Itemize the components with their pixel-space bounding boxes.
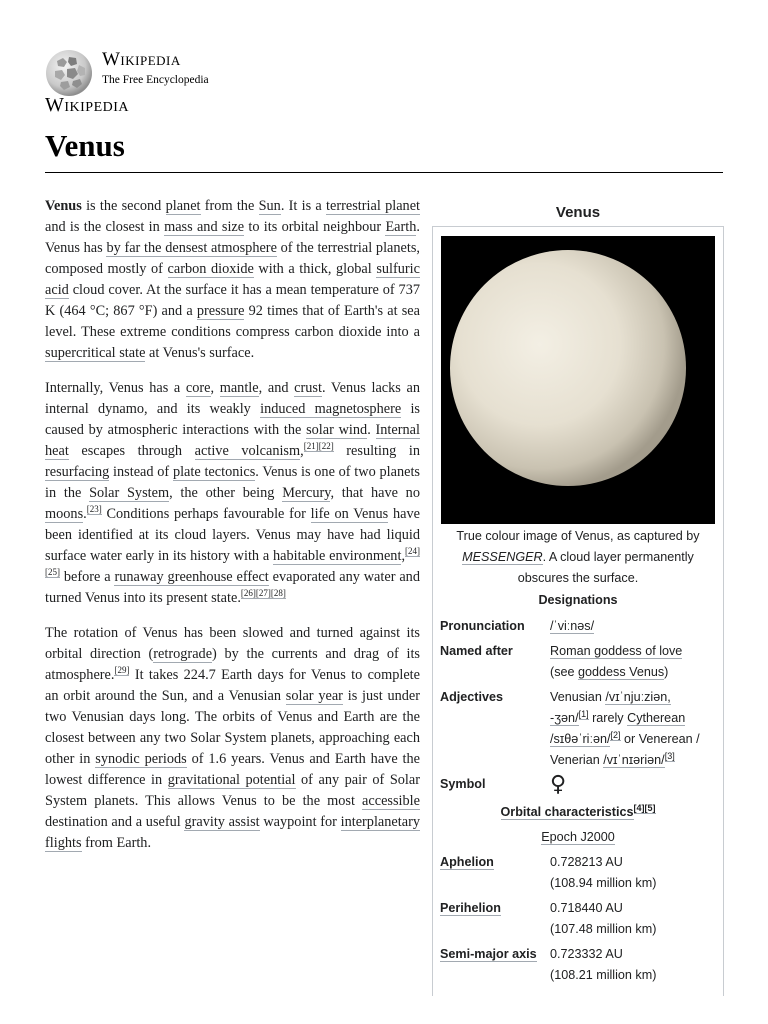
text-span: destination and a useful xyxy=(45,814,185,830)
text-span: from Earth. xyxy=(81,835,152,851)
text-span: of any pair of Solar System planets. This allows Venus to be the most xyxy=(45,772,420,809)
aphelion-value: 0.728213 AU xyxy=(550,855,623,869)
text-span: waypoint for xyxy=(259,814,341,830)
link-gravitational-potential[interactable]: gravitational potential xyxy=(167,772,296,788)
citation-2[interactable]: [2] xyxy=(610,729,621,740)
citation-3[interactable]: [3] xyxy=(664,750,675,761)
link-moons[interactable]: moons xyxy=(45,506,84,522)
link-roman-goddess[interactable]: Roman goddess of love xyxy=(550,644,683,658)
link-mercury[interactable]: Mercury xyxy=(282,485,331,501)
article-body xyxy=(45,196,420,868)
citation-1[interactable]: [1] xyxy=(578,708,589,719)
text-span: , and xyxy=(258,380,295,396)
link-pressure[interactable]: pressure xyxy=(196,303,245,319)
link-ipa-cytherean[interactable]: /sɪθəˈriːən/ xyxy=(550,732,611,746)
link-plate-tectonics[interactable]: plate tectonics xyxy=(172,464,256,480)
link-mass-and-size[interactable]: mass and size xyxy=(164,219,245,235)
link-earth[interactable]: Earth xyxy=(385,219,417,235)
wikipedia-wordmark-secondary[interactable]: Wikipedia xyxy=(45,94,130,116)
text-span: , that have no xyxy=(330,485,420,501)
text-span: is caused by atmospheric interactions with the xyxy=(45,401,420,438)
link-messenger[interactable]: MESSENGER xyxy=(462,550,543,564)
text-span: 92 times that of Earth's at sea level. These extreme conditions compress carbon dioxide into a xyxy=(45,303,420,340)
link-life-on-venus[interactable]: life on Venus xyxy=(310,506,389,522)
semi-major-axis-value: 0.723332 AU xyxy=(550,947,623,961)
link-core[interactable]: core xyxy=(185,380,211,396)
venus-symbol-icon: ♀ xyxy=(550,772,567,797)
text-span: Venerian xyxy=(550,753,604,767)
text-span: escapes through xyxy=(68,443,195,459)
text-span: have been identified at its cloud layers. Venus may have had liquid surface water early in its history with a xyxy=(45,506,421,564)
section-orbital-characteristics xyxy=(432,802,724,823)
text-span: of 1.6 years. Venus and Earth have the lowest difference in xyxy=(45,751,421,788)
epoch xyxy=(432,827,724,848)
link-sulfuric-acid[interactable]: sulfuric acid xyxy=(45,261,421,298)
link-solar-system[interactable]: Solar System xyxy=(89,485,170,501)
link-induced-magnetosphere[interactable]: induced magnetosphere xyxy=(260,401,402,417)
link-planet[interactable]: planet xyxy=(165,198,201,214)
link-sun[interactable]: Sun xyxy=(258,198,281,214)
semi-major-axis-km: (108.21 million km) xyxy=(550,968,657,982)
infobox-title: Venus xyxy=(555,204,601,221)
text-span: The rotation of Venus has been slowed and turned against its orbital direction ( xyxy=(45,625,420,662)
link-ipa-venusian[interactable]: /vɪˈnjuːziən, xyxy=(605,690,671,704)
text-span: instead of xyxy=(109,464,173,480)
link-habitable-environment[interactable]: habitable environment xyxy=(272,548,402,564)
link-interplanetary-flights[interactable]: interplanetary flights xyxy=(45,814,420,851)
perihelion-value: 0.718440 AU xyxy=(550,901,623,915)
paragraph-rotation-orbit xyxy=(45,623,420,854)
text-span: , xyxy=(300,443,304,459)
text-span: of the terrestrial planets, composed mostly of xyxy=(45,240,420,277)
title-divider xyxy=(45,172,723,173)
link-carbon-dioxide[interactable]: carbon dioxide xyxy=(167,261,254,277)
venus-image[interactable] xyxy=(441,236,715,524)
page-title: Venus xyxy=(45,128,125,163)
text-span: with a thick, global xyxy=(253,261,377,277)
label-pronunciation: Pronunciation xyxy=(440,619,525,633)
link-ipa-venerian[interactable]: /vɪˈnɪəriən/ xyxy=(603,753,665,767)
link-goddess-venus[interactable]: goddess Venus xyxy=(578,665,665,679)
adjective-venusian: Venusian xyxy=(550,690,602,704)
link-active-volcanism[interactable]: active volcanism xyxy=(194,443,301,459)
section-designations: Designations xyxy=(538,593,618,607)
link-orbital-characteristics[interactable]: Orbital characteristics xyxy=(500,805,634,819)
link-solar-year[interactable]: solar year xyxy=(285,688,343,704)
link-solar-wind[interactable]: solar wind xyxy=(306,422,368,438)
text-span: or Venerean / xyxy=(620,732,700,746)
text-span: , xyxy=(401,548,406,564)
text-span: ) by the currents and drag of its atmosphere. xyxy=(45,646,420,683)
wikipedia-wordmark[interactable]: Wikipedia xyxy=(102,49,181,70)
link-resurfacing[interactable]: resurfacing xyxy=(45,464,110,480)
link-aphelion[interactable]: Aphelion xyxy=(440,855,494,869)
site-header xyxy=(43,44,343,124)
link-ipa-venusian-alt[interactable]: -ʒən/ xyxy=(550,711,579,725)
link-crust[interactable]: crust xyxy=(294,380,322,396)
link-densest-atmosphere[interactable]: by far the densest atmosphere xyxy=(106,240,277,256)
link-terrestrial-planet[interactable]: terrestrial planet xyxy=(326,198,421,214)
link-cytherean[interactable]: Cytherean xyxy=(627,711,686,725)
link-pronunciation-ipa[interactable]: /ˈviːnəs/ xyxy=(550,619,595,633)
text-span: . xyxy=(83,506,87,522)
text-span: Conditions perhaps favourable for xyxy=(101,506,311,522)
text-span: evaporated any water and turned Venus into its present state. xyxy=(45,569,420,606)
text-span: resulting in xyxy=(333,443,420,459)
text-span: before a xyxy=(60,569,115,585)
article-subject: Venus xyxy=(45,198,82,214)
link-runaway-greenhouse-effect[interactable]: runaway greenhouse effect xyxy=(114,569,269,585)
image-caption xyxy=(438,526,718,589)
text-span: , xyxy=(210,380,220,396)
text-span: from the xyxy=(200,198,259,214)
text-span: ) xyxy=(664,665,669,679)
text-span: . It is a xyxy=(280,198,327,214)
text-span: to its orbital neighbour xyxy=(244,219,386,235)
wikipedia-globe-logo[interactable] xyxy=(43,47,95,97)
label-named-after: Named after xyxy=(440,644,513,658)
text-span: cloud cover. At the surface it has a mean temperature of 737 K (464 °C; 867 °F) and a xyxy=(45,282,420,319)
text-span: is the second xyxy=(81,198,166,214)
caption-line xyxy=(438,547,718,568)
text-span: at Venus's surface. xyxy=(145,345,255,361)
link-mantle[interactable]: mantle xyxy=(219,380,259,396)
link-epoch-j2000[interactable]: Epoch J2000 xyxy=(541,830,615,844)
infobox xyxy=(432,196,724,996)
link-accessible[interactable]: accessible xyxy=(362,793,420,809)
text-span: (see xyxy=(550,665,578,679)
aphelion-km: (108.94 million km) xyxy=(550,876,657,890)
link-semi-major-axis[interactable]: Semi-major axis xyxy=(440,947,537,961)
text-span: . xyxy=(367,422,376,438)
citation-23[interactable]: [23] xyxy=(86,504,102,515)
link-internal-heat[interactable]: Internal heat xyxy=(45,422,420,459)
link-gravity-assist[interactable]: gravity assist xyxy=(184,814,260,830)
citation-21-22[interactable]: [21][22] xyxy=(303,441,334,452)
label-symbol: Symbol xyxy=(440,777,486,791)
link-supercritical-state[interactable]: supercritical state xyxy=(45,345,146,361)
text-span: It takes 224.7 Earth days for Venus to complete an orbit around the Sun, and a Venusian xyxy=(45,667,420,704)
perihelion-km: (107.48 million km) xyxy=(550,922,657,936)
caption-line: obscures the surface. xyxy=(517,571,639,585)
paragraph-intro xyxy=(45,196,420,364)
citation-24-25[interactable]: [24][25] xyxy=(45,546,421,578)
text-span: . Venus lacks an internal dynamo, and its weakly xyxy=(45,380,420,417)
caption-line: True colour image of Venus, as captured by xyxy=(456,529,700,543)
text-span: . Venus has xyxy=(45,219,420,256)
link-synodic-periods[interactable]: synodic periods xyxy=(95,751,187,767)
citation-26-27-28[interactable]: [26][27][28] xyxy=(240,588,286,599)
citation-29[interactable]: [29] xyxy=(114,665,130,676)
link-perihelion[interactable]: Perihelion xyxy=(440,901,501,915)
text-span: is just under two Venusian days long. The orbits of Venus and Earth are the closest between any two Solar System planets, approaching each other in xyxy=(45,688,421,767)
wikipedia-tagline: The Free Encyclopedia xyxy=(102,74,209,86)
text-span: Internally, Venus has a xyxy=(45,380,186,396)
link-retrograde[interactable]: retrograde xyxy=(153,646,213,662)
paragraph-internal-structure xyxy=(45,378,420,609)
label-adjectives: Adjectives xyxy=(440,690,503,704)
citation-4-5[interactable]: [4][5] xyxy=(633,802,656,813)
text-span: . Venus is one of two planets in the xyxy=(45,464,420,501)
text-span: . A cloud layer permanently xyxy=(542,550,694,564)
text-span: and is the closest in xyxy=(45,219,165,235)
text-span: rarely xyxy=(588,711,628,725)
text-span: , the other being xyxy=(169,485,283,501)
